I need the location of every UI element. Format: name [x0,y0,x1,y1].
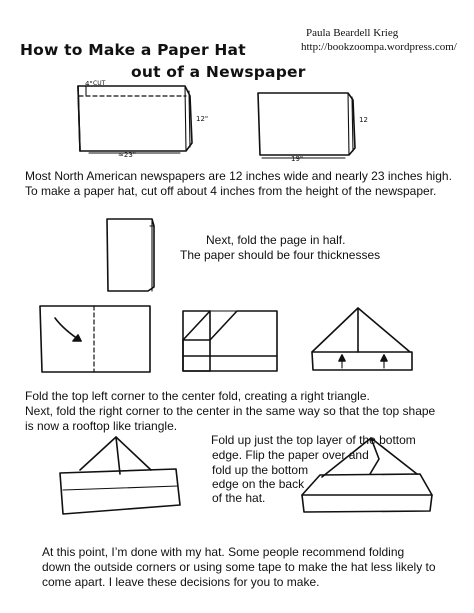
height-left-label: 12" [196,115,209,123]
newspaper-trimmed-drawing [258,93,355,158]
fold-corners-line-3: is now a rooftop like triangle. [25,419,178,433]
fold-bottom-line-1: Fold up just the top layer of the bottom [211,433,416,447]
fold-corner-drawing [40,306,150,372]
closing-line-2: down the outside corners or using some tape to make the hat less likely to [42,560,436,574]
fold-corners-line-1: Fold the top left corner to the center fold, creating a right triangle. [25,389,370,403]
fold-corners-line-2: Next, fold the right corner to the center in the same way so that the top shape [25,404,436,418]
closing-line-3: come apart. I leave these decisions for you to make. [42,575,320,589]
width-right-label: 19" [291,155,304,163]
author-name: Paula Beardell Krieg [306,27,399,39]
cut-label: CUT [93,80,106,87]
cut-width-label: 4" [85,80,93,88]
title-line-2: out of a Newspaper [131,63,306,81]
fold-bottom-line-5: of the hat. [212,491,266,505]
author-url: http://bookzoompa.wordpress.com/ [301,41,457,53]
title-line-1: How to Make a Paper Hat [20,41,246,59]
one-corner-folded-drawing [183,311,277,371]
fold-half-line-2: The paper should be four thicknesses [180,248,381,262]
intro-line-2: To make a paper hat, cut off about 4 inches from the height of the newspaper. [25,184,437,198]
width-left-label: ≈23" [118,151,136,159]
rooftop-drawing [312,308,412,370]
hat-front-drawing [60,437,180,514]
closing-line-1: At this point, I’m done with my hat. Some people recommend folding [42,545,405,559]
fold-half-line-1: Next, fold the page in half. [206,233,346,247]
intro-line-1: Most North American newspapers are 12 inches wide and nearly 23 inches high. [25,169,452,183]
fold-bottom-line-2: edge. Flip the paper over and [212,448,369,462]
folded-page-drawing [107,219,154,291]
newspaper-full-drawing [78,86,192,153]
height-right-label: 12 [359,116,368,124]
fold-bottom-line-3: fold up the bottom [212,463,309,477]
fold-bottom-line-4: edge on the back [212,477,305,491]
